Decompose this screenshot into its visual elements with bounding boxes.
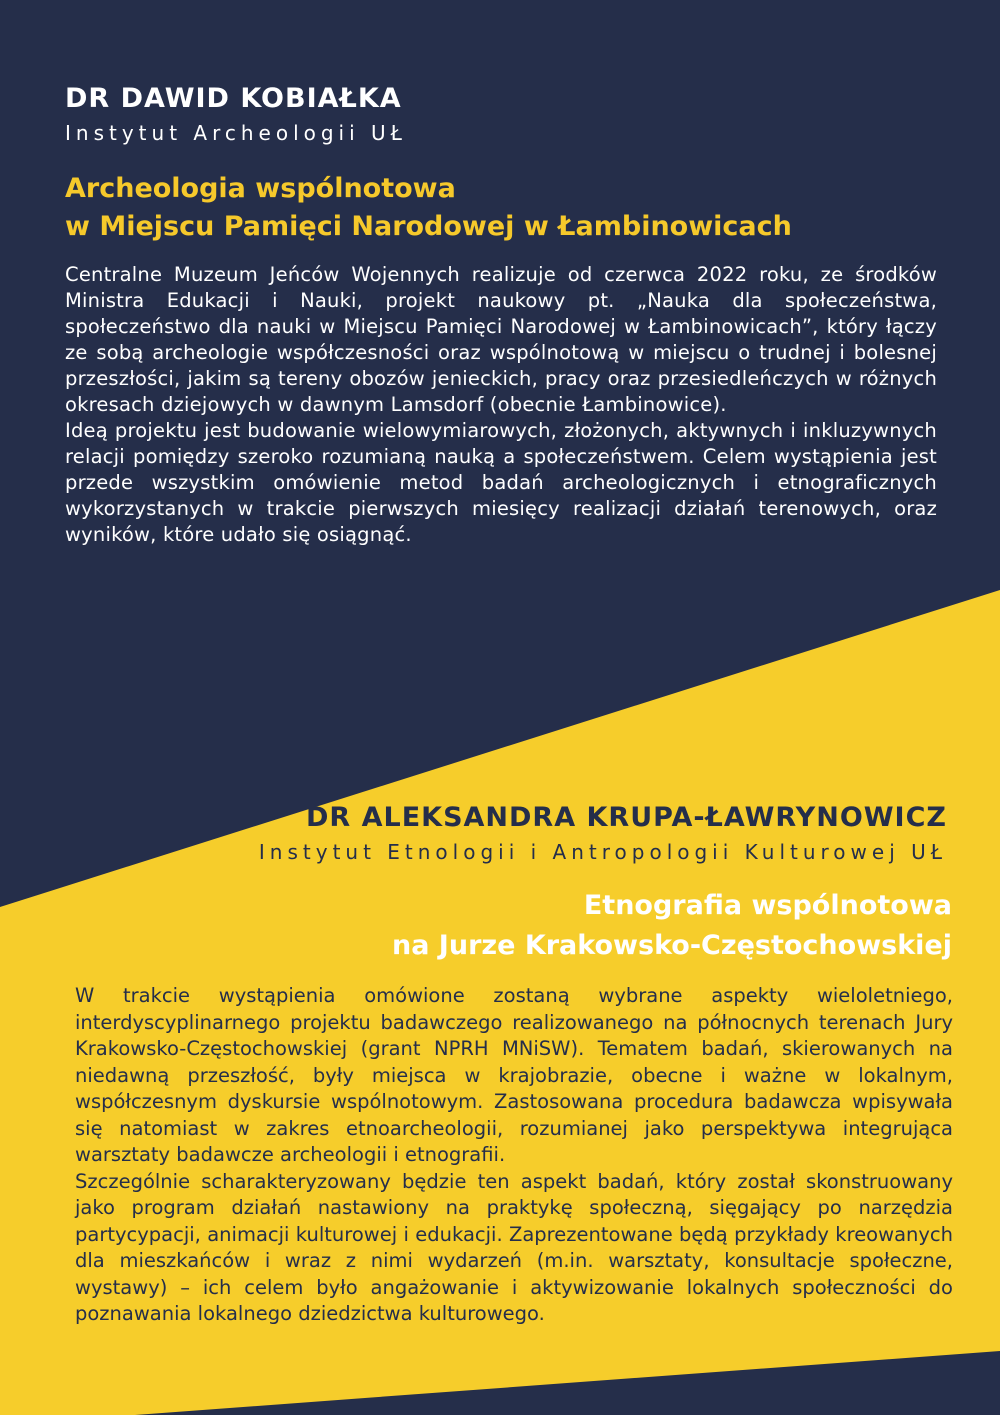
speaker1-talk-title: [65, 170, 792, 246]
speaker2-affiliation: Instytut Etnologii i Antropologii Kulturowej UŁ: [258, 840, 947, 864]
speaker1-talk-title-line2: w Miejscu Pamięci Narodowej w Łambinowicach: [65, 211, 792, 242]
speaker2-talk-title-line2: na Jurze Krakowsko-Częstochowskiej: [391, 930, 952, 961]
speaker2-abstract-paragraph-2: Szczególnie scharakteryzowany będzie ten aspekt badań, który został skonstruowany jako program działań nastawiony na praktykę społeczną, sięgający po narzędzia partycypacji, animacji kulturowej i edukacji. Zaprezentowane będą przykłady kreowanych dla mieszkańców i wraz z nimi wydarzeń (m.in. warsztaty, konsultacje społeczne, wystawy) – ich celem było angażowanie i aktywizowanie lokalnych społeczności do poznawania lokalnego dziedzictwa kulturowego.: [75, 1169, 953, 1325]
speaker1-abstract-paragraph-2: Ideą projektu jest budowanie wielowymiarowych, złożonych, aktywnych i inkluzywnych relacji pomiędzy szeroko rozumianą nauką a społeczeństwem. Celem wystąpienia jest przede wszystkim omówienie metod badań archeologicznych i etnograficznych wykorzystanych w trakcie pierwszych miesięcy realizacji działań terenowych, oraz wyników, które udało się osiągnąć.: [65, 419, 937, 546]
speaker2-talk-title-line1: Etnografia wspólnotowa: [583, 890, 952, 921]
speaker2-talk-title: [392, 886, 952, 966]
speaker2-name: DR ALEKSANDRA KRUPA-ŁAWRYNOWICZ: [306, 802, 947, 833]
speaker1-abstract: [65, 262, 937, 548]
bottom-corner-triangle: [0, 1351, 1000, 1415]
speaker1-talk-title-line1: Archeologia wspólnotowa: [65, 173, 456, 204]
speaker1-abstract-paragraph-1: Centralne Muzeum Jeńców Wojennych realizuje od czerwca 2022 roku, ze środków Ministra Edukacji i Nauki, projekt naukowy pt. „Nauka dla społeczeństwa, społeczeństwo dla nauki w Miejscu Pamięci Narodowej w Łambinowicach”, który łączy ze sobą archeologie współczesności oraz wspólnotową w miejscu o trudnej i bolesnej przeszłości, jakim są tereny obozów jenieckich, pracy oraz przesiedleńczych w różnych okresach dziejowych w dawnym Lamsdorf (obecnie Łambinowice).: [65, 263, 937, 416]
speaker2-abstract-paragraph-1: W trakcie wystąpienia omówione zostaną wybrane aspekty wieloletniego, interdyscyplinarnego projektu badawczego realizowanego na północnych terenach Jury Krakowsko-Częstochowskiej (grant NPRH MNiSW). Tematem badań, skierowanych na niedawną przeszłość, były miejsca w krajobrazie, obecne i ważne w lokalnym, współczesnym dyskursie wspólnotowym. Zastosowana procedura badawcza wpisywała się natomiast w zakres etnoarcheologii, rozumianej jako perspektywa integrująca warsztaty badawcze archeologii i etnografii.: [75, 984, 953, 1166]
speaker1-affiliation: Instytut Archeologii UŁ: [65, 121, 407, 145]
speaker2-abstract: [75, 983, 953, 1328]
speaker1-name: DR DAWID KOBIAŁKA: [65, 83, 402, 114]
speaker1-header: [65, 84, 407, 145]
speaker2-header: [259, 803, 947, 864]
